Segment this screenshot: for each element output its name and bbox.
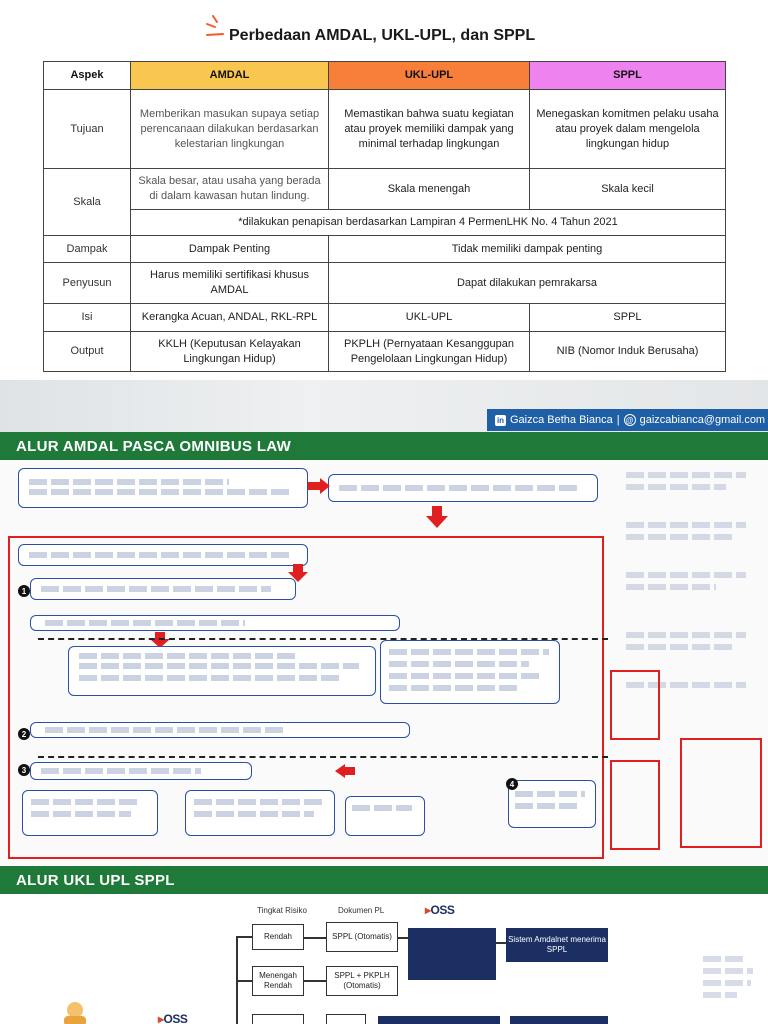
step-number: 3: [18, 764, 30, 776]
table-row-tujuan: [44, 90, 726, 169]
oss-logo: ▸OSS: [158, 1012, 188, 1024]
amdal-cell: KKLH (Keputusan Kelayakan Lingkungan Hidup): [131, 332, 329, 372]
mail-icon[interactable]: @: [625, 415, 634, 425]
spark-icon: [203, 14, 231, 42]
ukl-flow-diagram: [0, 894, 768, 1024]
person-illustration-icon: [58, 998, 92, 1024]
amdal-cell: Harus memiliki sertifikasi khusus AMDAL: [131, 263, 329, 304]
flow-box: [18, 544, 308, 566]
oss-process-box: [408, 928, 496, 980]
flow-box: [328, 474, 598, 502]
connector-line: [304, 937, 326, 939]
ukl-flow-banner: [0, 866, 768, 894]
sppl-box: SPPL (Otomatis): [326, 922, 398, 952]
linkedin-icon[interactable]: in: [496, 415, 505, 425]
amdal-flow-banner: [0, 432, 768, 460]
arrow-right-icon: [308, 478, 330, 494]
connector-line: [236, 980, 252, 982]
ukl-flow-title: ALUR UKL UPL SPPL: [16, 871, 175, 889]
sppl-cell: NIB (Nomor Induk Berusaha): [530, 332, 726, 372]
ukl-upl-cell: UKL-UPL: [329, 304, 530, 332]
menengah-rendah-box: Menengah Rendah: [252, 966, 304, 996]
amdal-cell: Skala besar, atau usaha yang berada di dalam kawasan hutan lindung.: [131, 169, 329, 210]
connector-line: [398, 937, 408, 939]
amdal-cell: Dampak Penting: [131, 236, 329, 263]
flow-box-red: [610, 760, 660, 850]
amdal-flow-title: ALUR AMDAL PASCA OMNIBUS LAW: [16, 437, 292, 455]
page-title: Perbedaan AMDAL, UKL-UPL, dan SPPL: [229, 27, 536, 44]
author-name: Gaizca Betha Bianca: [510, 414, 613, 426]
table-header-row: [44, 62, 726, 90]
skala-note: *dilakukan penapisan berdasarkan Lampiran 4 PermenLHK No. 4 Tahun 2021: [131, 210, 726, 236]
flow-box: [22, 790, 158, 836]
oss-logo: ▸OSS: [425, 903, 455, 917]
connector-line: [496, 942, 506, 944]
step-number: 1: [18, 585, 30, 597]
author-separator: |: [616, 414, 620, 426]
comparison-table: [43, 61, 726, 372]
connector-line: [236, 936, 252, 938]
header-aspek: Aspek: [44, 62, 131, 90]
flow-box: [68, 646, 376, 696]
dashed-divider: [38, 756, 608, 758]
flow-box: [185, 790, 335, 836]
flow-box-red: [680, 738, 762, 848]
ukl-sppl-cell: Tidak memiliki dampak penting: [329, 236, 726, 263]
sppl-cell: SPPL: [530, 304, 726, 332]
header-sppl: SPPL: [530, 62, 726, 90]
sppl-cell: Menegaskan komitmen pelaku usaha atau proyek dalam mengelola lingkungan hidup: [530, 90, 726, 169]
amdalnet-box: Sistem Amdalnet menerima SPPL: [506, 928, 608, 962]
header-amdal: AMDAL: [131, 62, 329, 90]
flow-box: [30, 578, 296, 600]
risk-box-bottom: [252, 1014, 304, 1024]
table-row-dampak: [44, 236, 726, 263]
sppl-pkplh-box: SPPL + PKPLH (Otomatis): [326, 966, 398, 996]
ukl-upl-cell: Skala menengah: [329, 169, 530, 210]
aspek-cell: Dampak: [44, 236, 131, 263]
ukl-upl-cell: Memastikan bahwa suatu kegiatan atau proyek memiliki dampak yang minimal terhadap lingkungan: [329, 90, 530, 169]
step-number: 4: [506, 778, 518, 790]
arrow-left-icon: [335, 764, 355, 778]
table-row-output: [44, 332, 726, 372]
table-row-skala-note: [44, 210, 726, 236]
flow-box: [30, 762, 252, 780]
source-note: [703, 954, 763, 1004]
oss-text: OSS: [430, 903, 455, 917]
amdal-cell: Memberikan masukan supaya setiap perencanaan dilakukan berdasarkan kelestarian lingkungan: [131, 90, 329, 169]
oss-text: OSS: [163, 1012, 188, 1024]
flow-box: [30, 722, 410, 738]
sppl-cell: Skala kecil: [530, 169, 726, 210]
aspek-cell: Tujuan: [44, 90, 131, 169]
ukl-sppl-cell: Dapat dilakukan pemrakarsa: [329, 263, 726, 304]
header-ukl-upl: UKL-UPL: [329, 62, 530, 90]
table-row-penyusun: [44, 263, 726, 304]
process-box-bottom: [378, 1016, 500, 1024]
flow-box: [508, 780, 596, 828]
title-area: [0, 14, 768, 54]
author-email[interactable]: gaizcabianca@gmail.com: [639, 414, 766, 426]
flow-box: [18, 468, 308, 508]
flow-box: [380, 640, 560, 704]
step-number: 2: [18, 728, 30, 740]
flow-box: [345, 796, 425, 836]
dokumen-pl-label: Dokumen PL: [338, 906, 385, 915]
aspek-cell: Skala: [44, 169, 131, 236]
amdal-cell: Kerangka Acuan, ANDAL, RKL-RPL: [131, 304, 329, 332]
aspek-cell: Penyusun: [44, 263, 131, 304]
aspek-cell: Output: [44, 332, 131, 372]
flow-box: [30, 615, 400, 631]
ukl-upl-cell: PKPLH (Pernyataan Kesanggupan Pengelolaan Lingkungan Hidup): [329, 332, 530, 372]
flow-box-red: [610, 670, 660, 740]
aspek-cell: Isi: [44, 304, 131, 332]
table-row-skala: [44, 169, 726, 210]
doc-box-bottom: [326, 1014, 366, 1024]
table-row-isi: [44, 304, 726, 332]
process-box-bottom: [510, 1016, 608, 1024]
tingkat-risiko-label: Tingkat Risiko: [257, 906, 307, 915]
author-bar: [487, 409, 768, 431]
connector-line: [304, 980, 326, 982]
amdal-flow-diagram: [0, 460, 768, 866]
arrow-down-icon: [426, 506, 448, 528]
rendah-box: Rendah: [252, 924, 304, 950]
